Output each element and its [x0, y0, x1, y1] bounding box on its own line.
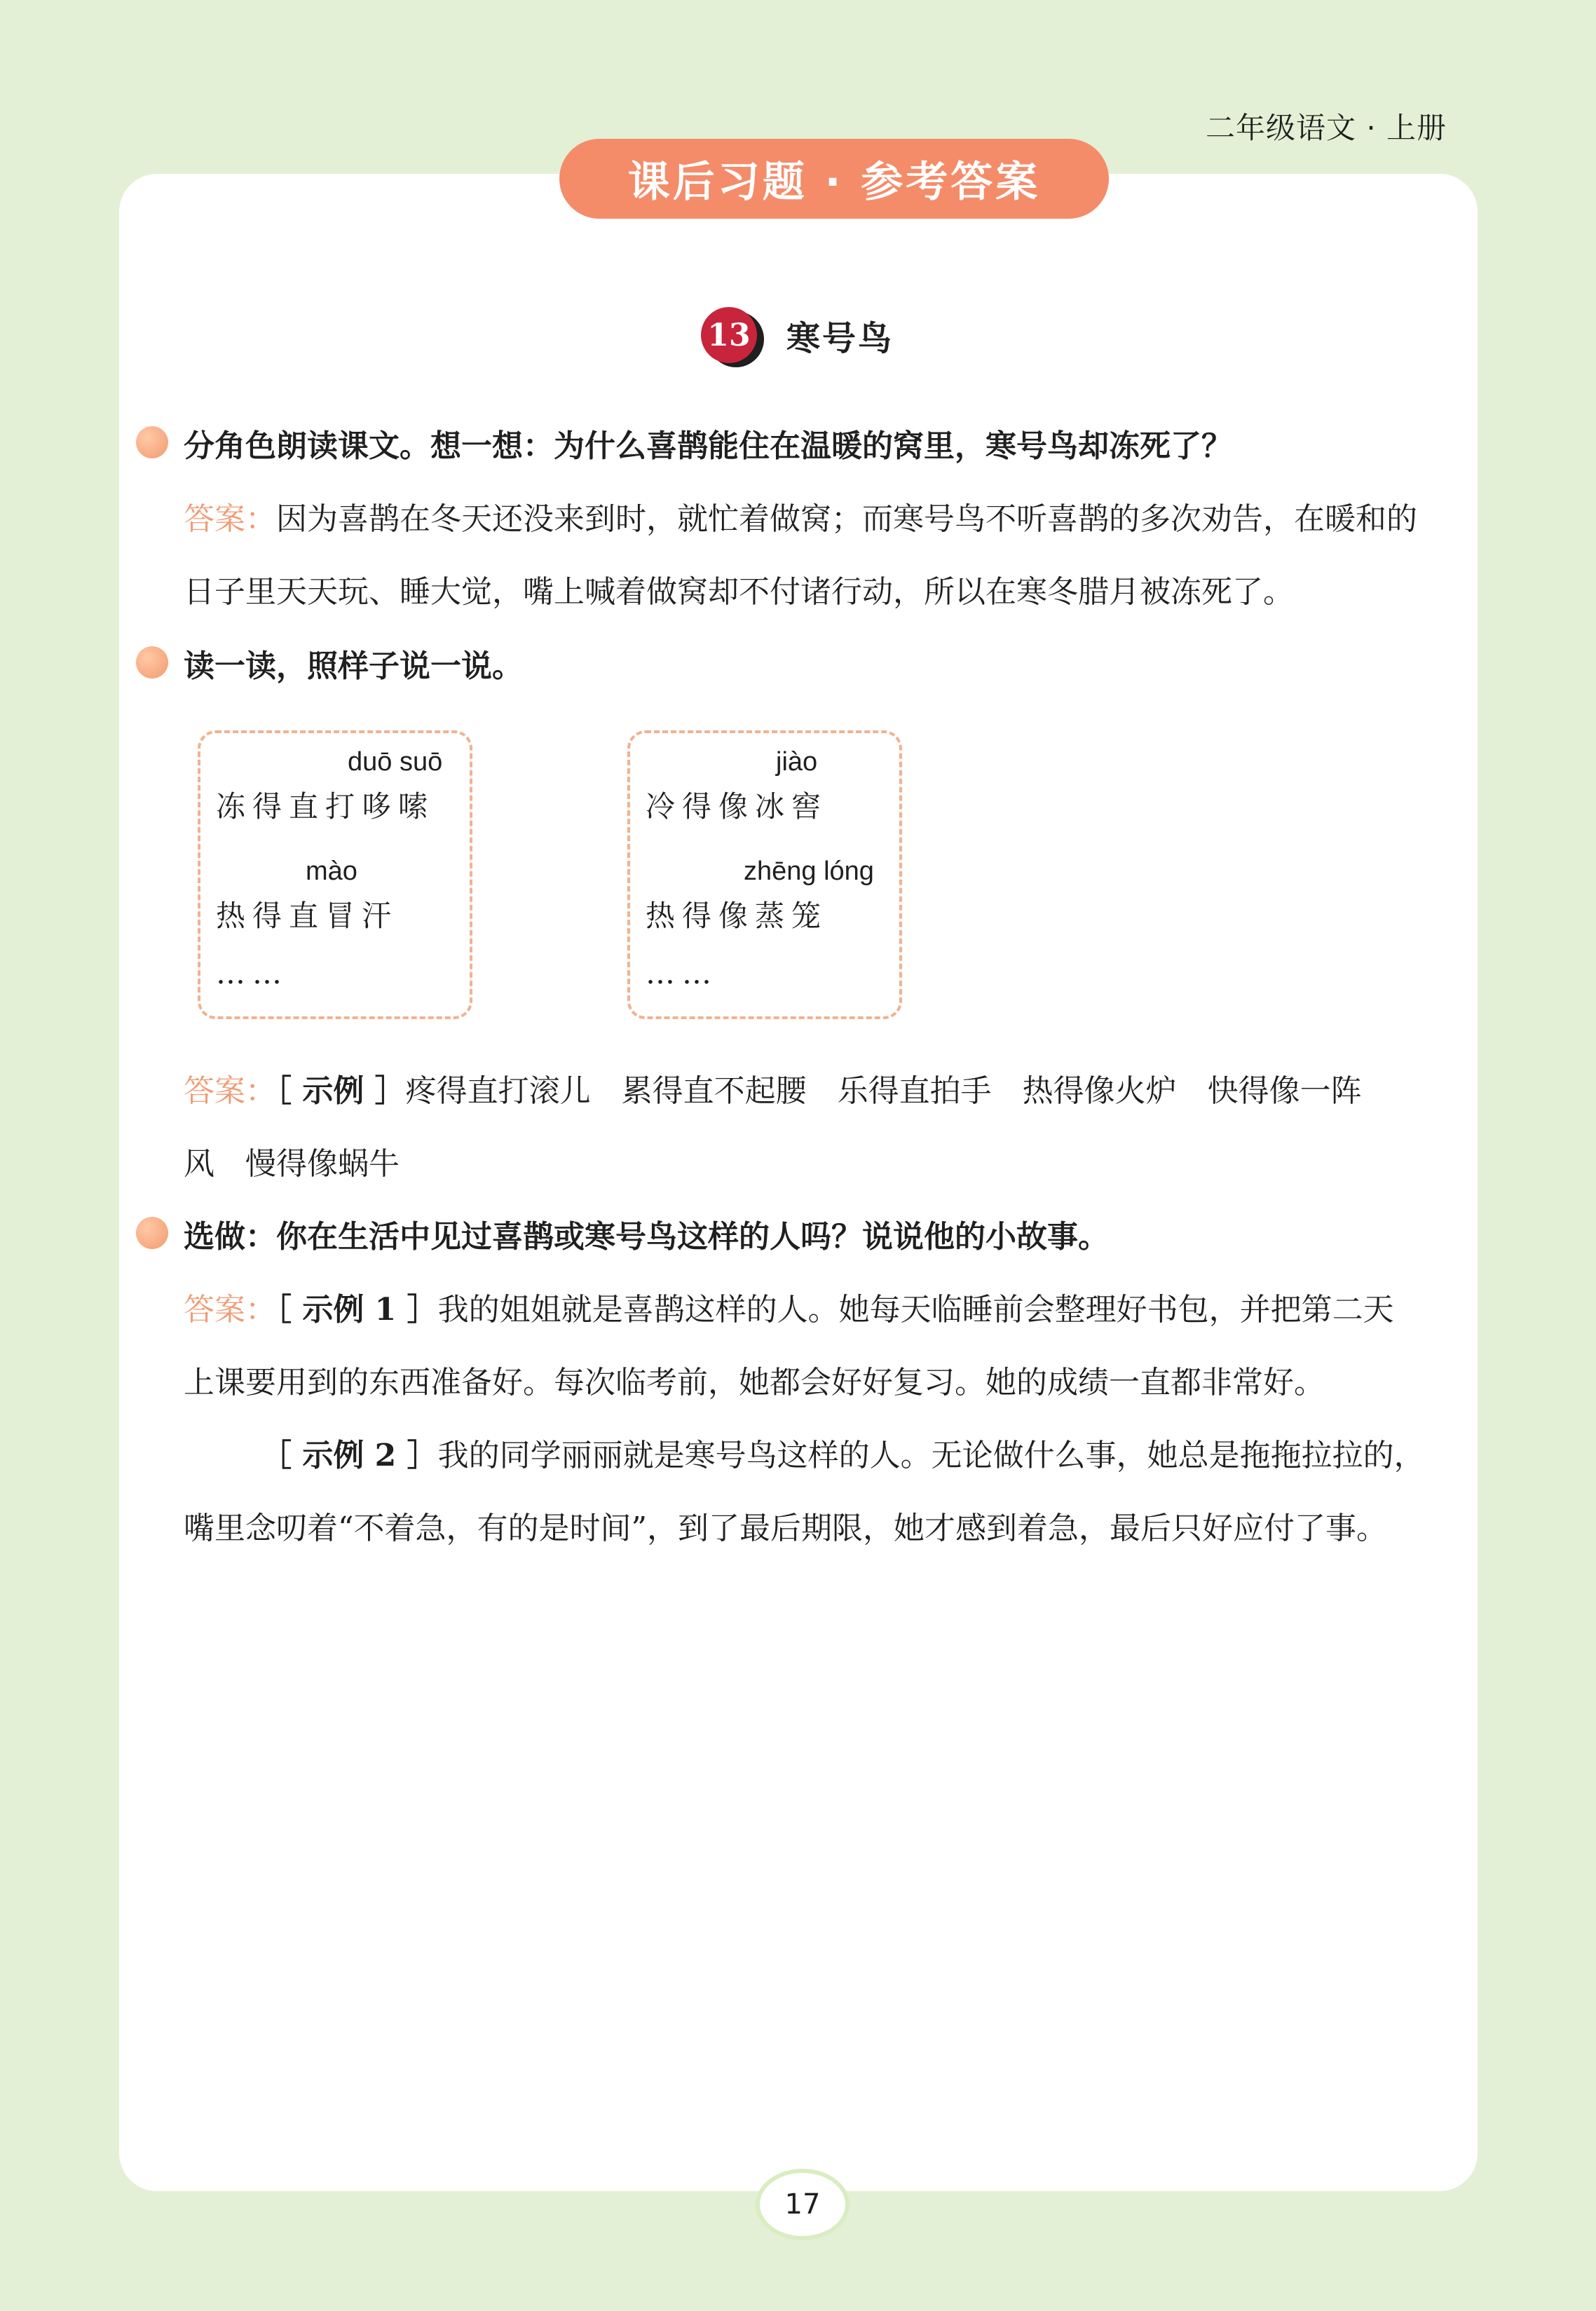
- bullet-icon: [136, 426, 168, 458]
- pinyin: zhēng lóng: [744, 857, 874, 886]
- lesson-title: 寒号鸟: [786, 318, 894, 358]
- phrase: 冷得像冰窖: [646, 789, 828, 824]
- section-banner: 课后习题 · 参考答案: [559, 139, 1109, 219]
- pinyin: jiào: [776, 747, 818, 777]
- answer-3-line-4: 嘴里念叨着“不着急，有的是时间”，到了最后期限，她才感到着急，最后只好应付了事。: [184, 1511, 1387, 1546]
- phrase: 热得直冒汗: [216, 899, 399, 933]
- question-3: 选做：你在生活中见过喜鹊或寒号鸟这样的人吗？说说他的小故事。: [184, 1219, 1109, 1255]
- phrase: 冻得直打哆嗦: [216, 789, 435, 824]
- lesson-number-badge: 13: [701, 307, 757, 363]
- answer-3-line-3: ［ 示例 2 ］我的同学丽丽就是寒号鸟这样的人。无论做什么事，她总是拖拖拉拉的，: [261, 1438, 1425, 1473]
- example-tag: ［ 示例 2 ］: [261, 1438, 438, 1473]
- answer-1-line-1: 答案：因为喜鹊在冬天还没来到时，就忙着做窝；而寒号鸟不听喜鹊的多次劝告，在暖和的: [184, 501, 1417, 537]
- ellipsis: ……: [646, 956, 718, 990]
- answer-label: 答案：: [184, 1073, 276, 1109]
- bullet-icon: [136, 646, 168, 679]
- question-1: 分角色朗读课文。想一想：为什么喜鹊能住在温暖的窝里，寒号鸟却冻死了？: [184, 428, 1232, 464]
- example-box-2: [627, 730, 902, 1019]
- example-box-1: [198, 730, 472, 1019]
- question-2: 读一读，照样子说一说。: [184, 648, 523, 684]
- page-number: 17: [756, 2169, 850, 2240]
- example-tag: ［ 示例 1 ］: [276, 1292, 438, 1328]
- bullet-icon: [136, 1217, 168, 1249]
- answer-label: 答案：: [184, 501, 276, 537]
- grade-label: 二年级语文 · 上册: [1206, 111, 1447, 145]
- answer-1-line-2: 日子里天天玩、睡大觉，嘴上喊着做窝却不付诸行动，所以在寒冬腊月被冻死了。: [184, 574, 1294, 610]
- answer-2-line-2: 风 慢得像蜗牛: [184, 1146, 400, 1182]
- answer-3-line-2: 上课要用到的东西准备好。每次临考前，她都会好好复习。她的成绩一直都非常好。: [184, 1365, 1325, 1400]
- ellipsis: ……: [216, 956, 289, 990]
- answer-label: 答案：: [184, 1292, 276, 1328]
- answer-2-line-1: 答案：［ 示例 ］疼得直打滚儿 累得直不起腰 乐得直拍手 热得像火炉 快得像一阵: [184, 1073, 1362, 1109]
- example-tag: ［ 示例 ］: [276, 1073, 406, 1109]
- phrase: 热得像蒸笼: [646, 899, 828, 933]
- pinyin: mào: [306, 857, 357, 886]
- lesson-heading: [701, 307, 894, 363]
- answer-3-line-1: 答案：［ 示例 1 ］我的姐姐就是喜鹊这样的人。她每天临睡前会整理好书包，并把第二天: [184, 1292, 1394, 1328]
- pinyin: duō suō: [348, 747, 443, 777]
